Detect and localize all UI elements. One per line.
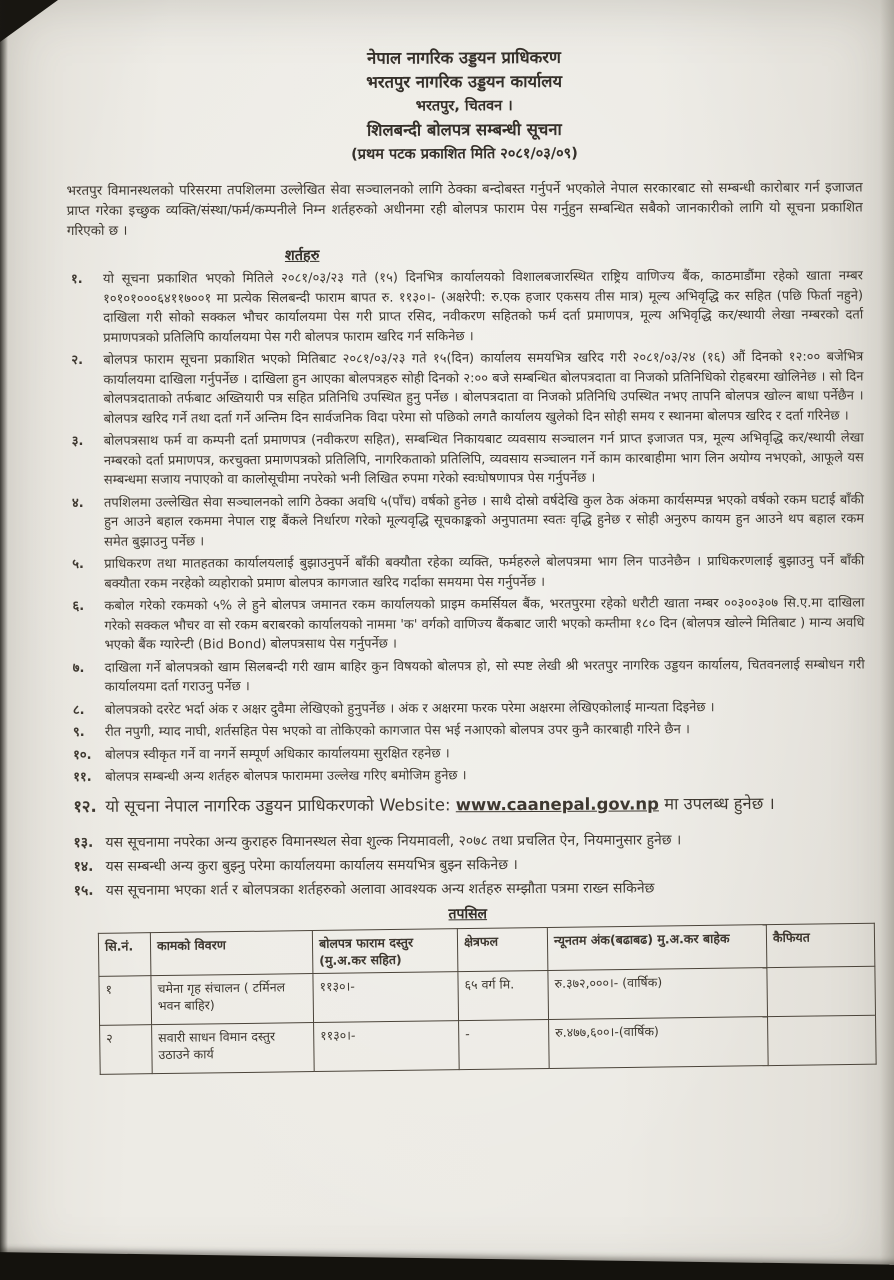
condition-item [73,720,865,743]
condition-text: बोलपत्र सम्बन्धी अन्य शर्तहरु बोलपत्र फाराममा उल्लेख गरिए बमोजिम हुनेछ । [105,768,467,785]
condition-item [73,790,865,818]
condition-text: दाखिला गर्ने बोलपत्रको खाम सिलबन्दी गरी खाम बाहिर कुन विषयको बोलपत्र हो, सो स्पष्ट लेखी श्री भरतपुर नागरिक उड्डयन कार्यालय, चितवनलाई सम्बोधन गरी कार्यालयमा दर्ता गराउनु पर्नेछ । [104,657,865,695]
condition-text: बोलपत्रसाथ फर्म वा कम्पनी दर्ता प्रमाणपत्र (नवीकरण सहित), सम्बन्धित निकायबाट व्यवसाय सञ्चालन गर्न प्राप्त इजाजत पत्र, मूल्य अभिवृद्धि कर/स्थायी लेखा नम्बरको दर्ता प्रमाणपत्र, करचुक्ता प्रमाणपत्रको प्रतिलिपि, नागरिकताको प्रतिलिपि, व्यवसाय सञ्चालन गर्ने काम कारबाहीमा भाग लिन अयोग्य नभएको, आफूले यस सम्बन्धमा सजाय नपाएको वा कालोसूचीमा नपरेको भनी लिखित रुपमा गरेको स्वःघोषणापत्र पेस गर्नुपर्नेछ । [103,430,864,488]
table-cell-min_amount: रु.३७२,०००।- (वार्षिक) [548,967,768,1019]
condition-item [71,348,863,429]
intro-paragraph: भरतपुर विमानस्थलको परिसरमा तपशिलमा उल्लेखित सेवा सञ्चालनको लागि ठेक्का बन्दोबस्त गर्नुपर्ने भएकोले नेपाल सरकारबाट सो सम्बन्धी कारोबार गर्न इजाजत प्राप्त गरेका इच्छुक व्यक्ति/संस्था/फर्म/कम्पनीले निम्न शर्तहरुको अधीनमा रही बोलपत्र फाराम पेस गर्नुहुन सम्बन्धित सबैको जानकारीको लागि यो सूचना प्रकाशित गरिएको छ । [66,180,863,239]
schedule-table-wrap [98,922,868,1074]
condition-text-part: मा उपलब्ध हुनेछ । [658,793,775,813]
condition-number: १५. [73,882,94,899]
condition-item [74,853,866,877]
condition-number: ९. [72,724,85,740]
condition-number: १०. [73,747,92,763]
condition-text: यस सूचनामा नपरेका अन्य कुराहरु विमानस्थल सेवा शुल्क नियमावली, २०७८ तथा प्रचलित ऐन, नियमानुसार हुनेछ । [105,831,682,851]
table-cell-min_amount: रु.४७७,६००।-(वार्षिक) [549,1016,769,1068]
condition-text: बोलपत्रको दररेट भर्दा अंक र अक्षर दुवैमा लेखिएको हुनुपर्नेछ । अंक र अक्षरमा फरक परेमा अक्षरमा लेखिएकोलाई मान्यता दिइनेछ । [104,699,715,718]
conditions-heading: शर्तहरु [284,247,320,265]
condition-text-part: यो सूचना नेपाल नागरिक उड्डयन प्राधिकरणको Website: [105,794,456,816]
condition-text: बोलपत्र स्वीकृत गर्ने वा नगर्ने सम्पूर्ण अधिकार कार्यालयमा सुरक्षित रहनेछ । [105,745,450,763]
condition-number: १२. [73,796,97,816]
condition-item [73,765,865,788]
condition-number: ५. [72,556,84,572]
condition-item [72,594,864,656]
condition-text [105,790,865,818]
condition-number: ११. [73,769,92,785]
condition-number: १. [70,271,83,287]
table-cell-fee: ११३०।- [313,971,459,1022]
office-name: भरतपुर नागरिक उड्डयन कार्यालय [366,71,563,92]
condition-text: कबोल गरेको रकमको ५% ले हुने बोलपत्र जमानत रकम कार्यालयको प्राइम कमर्सियल बैंक, भरतपुरमा रहेको धरौटी खाता नम्बर ००३००३०७ सि.ए.मा दाखिला गरेको सक्कल भौचर वा सो रकम बराबरको कार्यालयको नाममा 'क' वर्गको वाणिज्य बैंकबाट जारी भएको कम्तीमा १८० दिन (बोलपत्र खोल्ने मितिबाट ) मान्य अवधि भएको बैंक ग्यारेन्टी (Bid Bond) बोलपत्रसाथ पेस गर्नुपर्नेछ । [104,595,865,653]
website-url: www.caanepal.gov.np [455,793,659,814]
table-cell-remarks [767,966,876,1016]
condition-number: १३. [73,834,94,851]
condition-item [72,429,864,491]
table-column-header: कामको विवरण [150,930,313,975]
table-cell-area: ६५ वर्ग मि. [458,970,549,1020]
condition-number: १४. [73,858,94,875]
condition-item [72,552,864,594]
first-publish-date: (प्रथम पटक प्रकाशित मिति २०८१/०३/०९) [351,145,578,163]
schedule-table [98,922,877,1074]
authority-name: नेपाल नागरिक उड्डयन प्राधिकरण [367,47,561,68]
condition-number: ३. [71,433,84,449]
scan-right-edge-shadow [880,0,894,1280]
table-cell-fee: ११३०।- [314,1020,460,1071]
condition-number: ७. [72,660,85,676]
document-header [66,45,863,168]
scan-corner-artifact [0,0,58,42]
table-cell-remarks [768,1015,877,1065]
document-content [66,45,866,1075]
condition-item [73,697,865,720]
table-cell-sn: १ [99,975,152,1025]
condition-item [71,267,863,348]
table-cell-area: - [459,1019,550,1069]
table-column-header: कैफियत [766,923,875,967]
table-column-header: क्षेत्रफल [457,927,548,971]
condition-item [73,742,865,765]
condition-text: यस सूचनामा भएका शर्त र बोलपत्रका शर्तहरुको अलावा आवश्यक अन्य शर्तहरु सम्झौता पत्रमा राख्न सकिनेछ [105,879,655,899]
condition-number: ८. [72,702,85,718]
table-cell-sn: २ [100,1024,153,1074]
table-column-header: न्यूनतम अंक(बढाबढ) मु.अ.कर बाहेक [547,924,767,970]
condition-number: २. [71,352,84,368]
condition-item [72,490,864,552]
condition-item [74,877,866,901]
condition-item [73,829,865,853]
condition-text: यस सम्बन्धी अन्य कुरा बुझ्नु परेमा कार्यालयमा कार्यालय समयभित्र बुझ्न सकिनेछ । [105,856,518,875]
conditions-list [67,267,866,902]
condition-number: ४. [71,495,84,511]
office-location: भरतपुर, चितवन । [415,98,513,115]
condition-item [73,655,865,697]
table-column-header: सि.नं. [98,932,151,976]
condition-text: यो सूचना प्रकाशित भएको मितिले २०८१/०३/२३ गते (१५) दिनभित्र कार्यालयको विशालबजारस्थित राष्ट्रिय वाणिज्य बैंक, काठमाडौंमा रहेको खाता नम्बर १०१०१०००६४११७००१ मा प्रत्येक सिलबन्दी फाराम बापत रु. ११३०।- (अक्षरेपी: रु.एक हजार एकसय तीस मात्र) मूल्य अभिवृद्धि कर सहित (पछि फिर्ता नहुने) दाखिला गरी सोको सक्कल भौचर कार्यालयमा पेस गरी प्राप्त रसिद, नवीकरण सहितको फर्म दर्ता प्रमाणपत्र, मूल्य अभिवृद्धि कर/स्थायी लेखा नम्बरको दर्ता प्रमाणपत्रको प्रतिलिपि कार्यालयमा पेस गरी बोलपत्र फाराम खरिद गर्न सकिनेछ । [102,268,864,346]
scan-left-edge-artifact [0,0,8,1280]
condition-text: बोलपत्र फाराम सूचना प्रकाशित भएको मितिबाट २०८१/०३/२३ गते १५(दिन) कार्यालय समयभित्र खरिद गरी २०८१/०३/२४ (१६) औं दिनको १२:०० बजेभित्र कार्यालयमा दाखिला गर्नुपर्नेछ । दाखिला हुन आएका बोलपत्रहरु सोही दिनको २:०० बजे सम्बन्धित बोलपत्रदाता वा निजको प्रतिनिधिको रोहबरमा खोलिनेछ । सो दिन बोलपत्रदाताको तर्फबाट अख्तियारी पत्र सहित प्रतिनिधि उपस्थित हुनु पर्नेछ । बोलपत्रदाता वा निजको प्रतिनिधि उपस्थित नभए तापनि बोलपत्र खोल्न बाधा पर्नेछैन । बोलपत्र खरिद गर्ने तथा दर्ता गर्ने अन्तिम दिन सार्वजनिक विदा परेमा सो पछिको लगतै कार्यालय खुलेको दिन सोही समय र स्थानमा बोलपत्र खरिद र दर्ता गरिनेछ । [103,349,864,427]
condition-text: रीत नपुगी, म्याद नाघी, शर्तसहित पेस भएको वा तोकिएको कागजात पेस भई नआएको बोलपत्र उपर कुनै कारबाही गरिने छैन । [104,722,690,740]
tapasil-heading: तपसिल [448,905,488,922]
condition-text: प्राधिकरण तथा मातहतका कार्यालयलाई बुझाउनुपर्ने बाँकी बक्यौता रहेका व्यक्ति, फर्महरुले बोलपत्रमा भाग लिन पाउनेछैन । प्राधिकरणलाई बुझाउनु पर्ने बाँकी बक्यौता रकम नरहेको व्यहोराको प्रमाण बोलपत्र कागजात खरिद गर्दाका समयमा पेस गर्नुपर्नेछ । [104,553,865,592]
condition-text: तपशिलमा उल्लेखित सेवा सञ्चालनको लागि ठेक्का अवधि ५(पाँच) वर्षको हुनेछ । साथै दोस्रो वर्षदेखि कुल ठेक अंकमा कार्यसम्पन्न भएको वर्षको रकम घटाई बाँकी हुन आउने बहाल रकममा नेपाल राष्ट्र बैंकले निर्धारण गरेको मूल्यवृद्धि सूचकाङ्कको अनुपातमा स्वतः वृद्धि हुनेछ र सोही अनुरुप कायम हुन आउने थप बहाल रकम समेत बुझाउनु पर्नेछ । [103,492,865,550]
table-row [100,1015,877,1074]
table-cell-work: चमेना गृह संचालन ( टर्मिनल भवन बाहिर) [151,973,314,1024]
table-column-header: बोलपत्र फाराम दस्तुर (मु.अ.कर सहित) [312,928,458,973]
scan-bottom-edge-artifact [0,1252,894,1280]
condition-number: ६. [72,598,85,614]
table-body [99,966,876,1074]
table-cell-work: सवारी साधन विमान दस्तुर उठाउने कार्य [152,1022,315,1073]
notice-title: शिलबन्दी बोलपत्र सम्बन्धी सूचना [366,119,562,140]
